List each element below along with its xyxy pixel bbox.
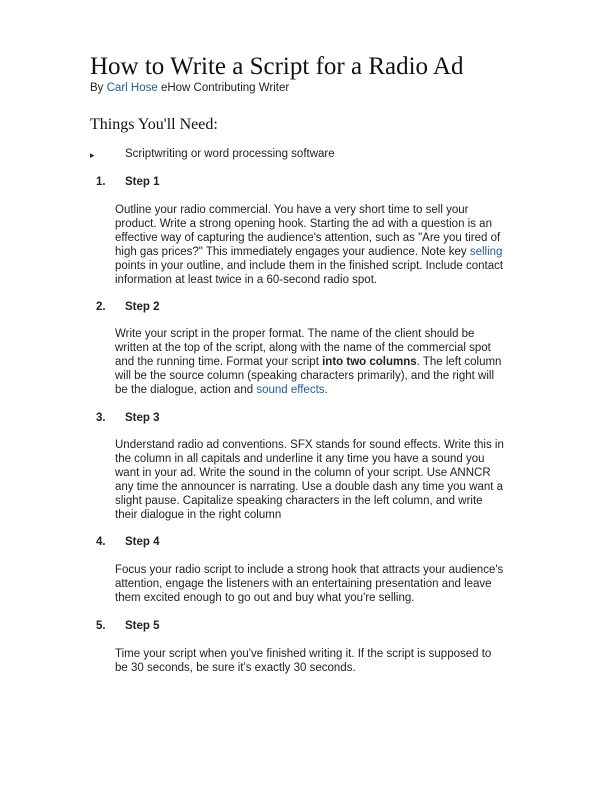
step-text-line: be 30 seconds, be sure it's exactly 30 seconds. <box>115 662 356 674</box>
step-text-segment: and the running time. Format your script <box>115 356 323 368</box>
byline <box>90 81 289 95</box>
byline-prefix: By <box>90 82 107 94</box>
step-text-line: will be the source column (speaking characters primarily), and the right will <box>115 370 495 382</box>
sound-effects-link[interactable]: sound effects <box>256 384 325 396</box>
step-text-line: Focus your radio script to include a strong hook that attracts your audience's <box>115 564 504 576</box>
article-title: How to Write a Script for a Radio Ad <box>90 53 464 80</box>
step-text-line: effective way of capturing the audience's attention, such as "Are you tired of <box>115 232 501 244</box>
step-text-line: their dialogue in the right column <box>115 509 282 521</box>
bullet-icon: ▸ <box>90 150 95 160</box>
step-text-line: Write your script in the proper format. The name of the client should be <box>115 328 475 340</box>
emphasis-text: into two columns <box>322 356 417 368</box>
step-text-line: the column in all capitals and underline it any time you have a sound you <box>115 453 485 465</box>
step-text-line: information at least twice in a 60-second radio spot. <box>115 274 378 286</box>
step-text-line: attention, engage the listeners with an entertaining presentation and leave <box>115 578 492 590</box>
step-text-line: Outline your radio commercial. You have a very short time to sell your <box>115 204 469 216</box>
step-label: Step 5 <box>125 620 160 632</box>
step-text-line: Understand radio ad conventions. SFX stands for sound effects. Write this in <box>115 439 504 451</box>
step-text-line: any time the announcer is narrating. Use a double dash any time you want a <box>115 481 504 493</box>
step-3-text <box>115 438 525 522</box>
step-number: 5. <box>96 620 106 632</box>
step-label: Step 3 <box>125 412 160 424</box>
step-text-line: Time your script when you've finished writing it. If the script is supposed to <box>115 648 492 660</box>
step-text-segment: high gas prices?" This immediately engages your audience. Note key <box>115 246 470 258</box>
step-number: 2. <box>96 301 106 313</box>
step-text-line: product. Write a strong opening hook. Starting the ad with a question is an <box>115 218 492 230</box>
step-text-line: points in your outline, and include them in the finished script. Include contact <box>115 260 504 272</box>
selling-link[interactable]: selling <box>469 246 503 258</box>
step-4-text <box>115 563 525 605</box>
step-text-line: slight pause. Capitalize speaking characters in the left column, and write <box>115 495 483 507</box>
step-text-line: them excited enough to go out and buy what you're selling. <box>115 592 415 604</box>
byline-suffix: eHow Contributing Writer <box>157 82 290 94</box>
step-number: 3. <box>96 412 106 424</box>
step-label: Step 1 <box>125 176 160 188</box>
step-number: 4. <box>96 536 106 548</box>
step-text-segment: . <box>324 384 328 396</box>
step-5-text <box>115 647 525 675</box>
things-needed-heading: Things You'll Need: <box>90 116 218 133</box>
step-text-segment: be the dialogue, action and <box>115 384 257 396</box>
author-link[interactable]: Carl Hose <box>106 82 158 94</box>
step-text-line <box>115 245 525 259</box>
step-number: 1. <box>96 176 106 188</box>
step-text-line: want in your ad. Write the sound in the column of your script. Use ANNCR <box>115 467 491 479</box>
step-2-text <box>115 327 525 397</box>
step-text-line <box>115 383 525 397</box>
step-text-line: written at the top of the script, along with the name of the commercial spot <box>115 342 491 354</box>
things-needed-item: Scriptwriting or word processing software <box>125 148 335 160</box>
step-label: Step 4 <box>125 536 160 548</box>
step-label: Step 2 <box>125 301 160 313</box>
step-text-segment: . The left column <box>416 356 502 368</box>
step-1-text <box>115 203 525 287</box>
step-text-line <box>115 355 525 369</box>
